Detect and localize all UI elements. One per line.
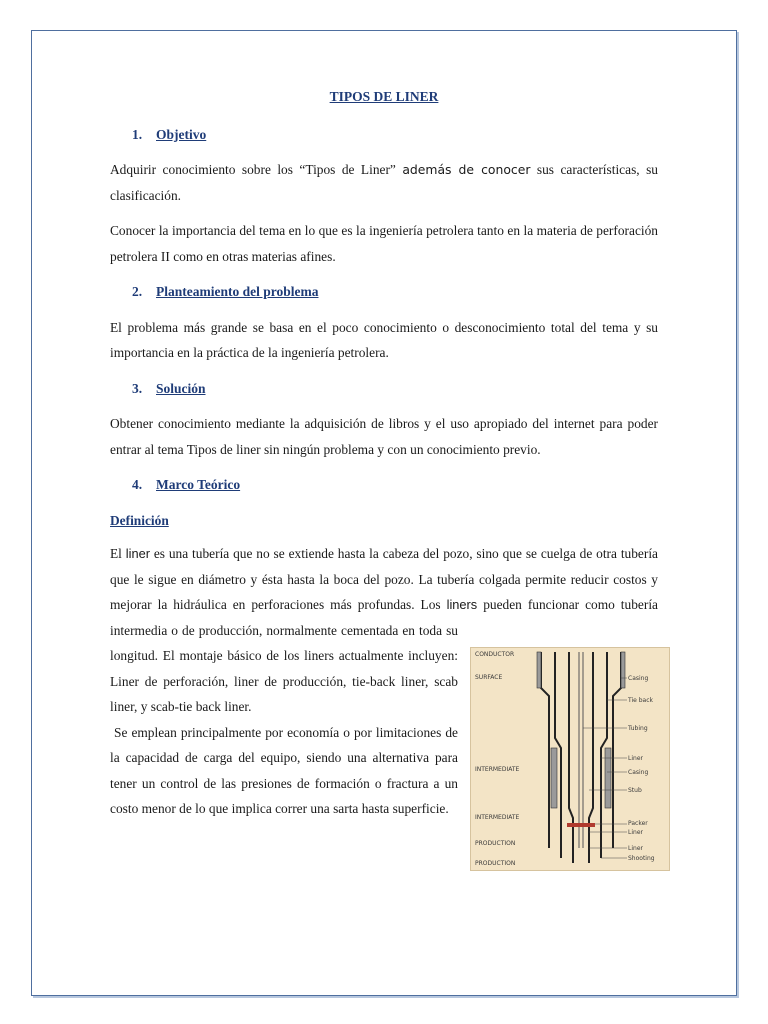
cement-right-2 [605,748,611,808]
label-liner-1: Liner [628,755,643,762]
section-title: Planteamiento del problema [156,284,319,299]
label-intermediate-1: INTERMEDIATE [475,766,520,773]
section-title: Marco Teórico [156,477,241,492]
text-span: es una tubería que no se extiende hasta la cabeza del pozo, sino que se cuelga de otra tubería que le sigue en diámetro y ésta hasta la boca del pozo. La tubería colgada permite reducir costos y mejorar la hidráulica en perforaciones más profundas. Los [110,546,658,612]
conductor-left-line [541,652,549,848]
label-tubing: Tubing [628,725,648,732]
text-span: sus características, su clasificación. [110,162,658,203]
section-number: 4. [132,477,143,492]
label-conductor: CONDUCTOR [475,651,515,658]
liner-diagram-figure [470,647,670,871]
paragraph-definicion-2: Se emplean principalmente por economía o por limitaciones de la capacidad de carga del equipo, siendo una alternativa para tener un control de las presiones de formación o fractura a un costo menor de lo que implica correr una sarta hasta superficie. [110,724,458,816]
cement-left-1 [537,652,541,688]
section-number: 3. [132,380,143,396]
conductor-right-line [613,652,621,848]
label-shooting: Shooting [628,855,655,862]
definicion-heading: Definición [110,512,169,528]
section-number: 2. [132,284,143,299]
label-liner-2: Liner [628,829,643,836]
text-span-sans: además de conocer [402,162,531,177]
section-heading-solucion [132,376,658,402]
paragraph-objetivo-1 [110,157,658,208]
text-span: Adquirir conocimiento sobre los “Tipos de Liner” [110,162,396,177]
section-title: Objetivo [156,126,207,142]
label-packer: Packer [628,820,648,827]
section-number: 1. [132,126,143,142]
label-stub: Stub [628,787,642,794]
paragraph-objetivo-2: Conocer la importancia del tema en lo que es la ingeniería petrolera tanto en la materia de perforación petrolera II como en otras materias afines. [110,223,658,264]
text-span: El [110,546,122,561]
label-casing-2: Casing [628,769,649,776]
section-heading-marco-teorico [132,472,658,498]
label-surface: SURFACE [475,674,503,681]
paragraph-problema: El problema más grande se basa en el poco conocimiento o desconocimiento total del tema y su importancia en la práctica de la ingeniería petrolera. [110,319,658,360]
label-casing-1: Casing [628,675,649,682]
text-span-liner: liner [125,546,150,561]
cement-left-2 [551,748,557,808]
section-heading-objetivo [132,122,658,148]
section-title: Solución [156,380,206,396]
text-span: pueden funcionar como tubería intermedia o de producción, normalmente cementada en toda su longitud. El montaje básico de los liners actualmente incluyen: Liner de perforación, liner de producción, tie-back liner, scab liner, y scab-tie back liner. [110,597,658,714]
label-production-1: PRODUCTION [475,840,516,847]
label-liner-3: Liner [628,845,643,852]
section-heading-planteamiento [132,279,658,305]
label-tie-back: Tie back [628,697,654,704]
cement-right-1 [621,652,625,688]
intermediate-right-line [589,652,593,863]
text-span-liners: liners [446,597,478,612]
paragraph-solucion: Obtener conocimiento mediante la adquisición de libros y el uso apropiado del internet para poder entrar al tema Tipos de liner sin ningún problema y con un conocimiento previo. [110,416,658,457]
intermediate-left-line [569,652,573,863]
packer-mark [567,823,595,827]
document-title: TIPOS DE LINER [329,89,439,104]
label-intermediate-2: INTERMEDIATE [475,814,520,821]
label-production-2: PRODUCTION [475,860,516,867]
